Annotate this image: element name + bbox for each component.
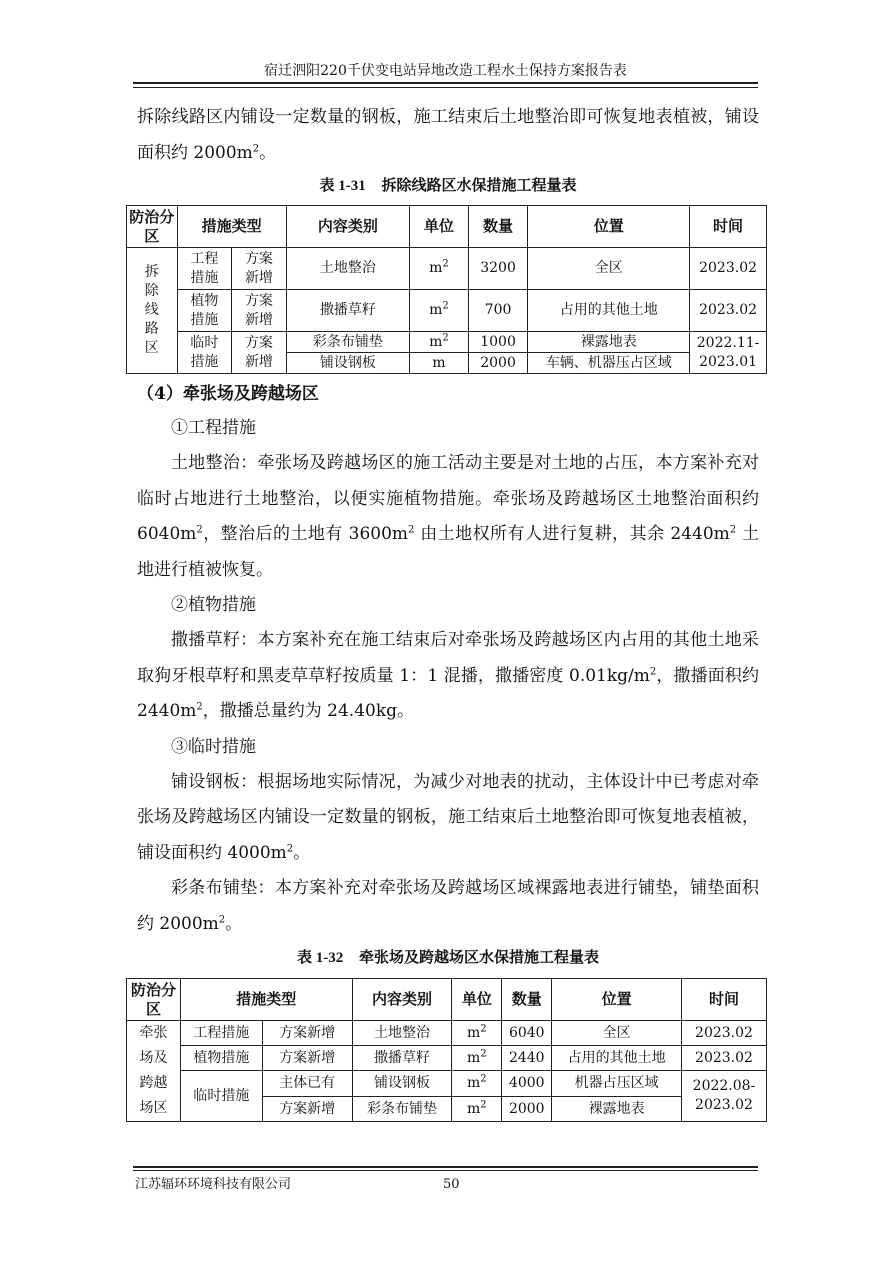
paragraph-land-rehab: 土地整治：牵张场及跨越场区的施工活动主要是对土地的占压，本方案补充对临时占地进行土地整治，以便实施植物措施。牵张场及跨越场区土地整治面积约 $6040m^2$，整治后的土地有 $3600m^2$ 由土地权所有人进行复耕，其余 $2440m^2$ 土地进行植被恢复。	[137, 453, 759, 580]
subheading-plant: ②植物措施	[171, 595, 256, 615]
table-1-32	[126, 978, 767, 1122]
table-row: 临时措施 主体已有 铺设钢板 $m^2$ 4000 机器占压区域 2022.08-2023.02	[127, 1071, 767, 1097]
zone-cell: 拆除线路区	[127, 248, 178, 374]
header-zone: 防治分区	[127, 979, 181, 1021]
paragraph-seeding: 撒播草籽：本方案补充在施工结束后对牵张场及跨越场区内占用的其他土地采取狗牙根草籽和黑麦草草籽按质量 1：1 混播，撒播密度 $0.01kg/m^2$，撒播面积约 $2440m^2$，撒播总量约为 24.40kg。	[137, 630, 760, 721]
page-number: 50	[443, 1177, 460, 1192]
header-time: 时间	[690, 206, 767, 248]
header-unit: 单位	[410, 206, 469, 248]
page-footer	[133, 1166, 758, 1192]
section-4-heading: （4）牵张场及跨越场区	[137, 384, 319, 404]
header-unit: 单位	[452, 979, 502, 1021]
header-location: 位置	[552, 979, 682, 1021]
header-content: 内容类别	[352, 979, 452, 1021]
header-type: 措施类型	[177, 206, 286, 248]
paragraph-tarp: 彩条布铺垫：本方案补充对牵张场及跨越场区域裸露地表进行铺垫，铺垫面积约 $2000m^2$。	[137, 878, 759, 934]
table-row: 植物措施 方案新增 撒播草籽 $m^2$ 2440 占用的其他土地 2023.02	[127, 1046, 767, 1071]
subheading-engineering: ①工程措施	[171, 418, 256, 438]
header-zone: 防治分区	[127, 206, 178, 248]
page-header	[133, 62, 758, 84]
table-1-32-caption: 表 1-32 牵张场及跨越场区水保措施工程量表	[297, 948, 599, 966]
table-row: 临时措施 方案新增 彩条布铺垫 $m^2$ 1000 裸露地表 2022.11-2023.01	[127, 332, 767, 353]
header-type: 措施类型	[180, 979, 352, 1021]
table-header-row	[127, 979, 767, 1021]
table-row: 植物措施 方案新增 撒播草籽 $m^2$ 700 占用的其他土地 2023.02	[127, 290, 767, 332]
table-row: 铺设钢板 m 2000 车辆、机器压占区域	[127, 353, 767, 374]
page-content	[129, 100, 760, 1122]
paragraph-steel-plate: 铺设钢板：根据场地实际情况，为减少对地表的扰动，主体设计中已考虑对牵张场及跨越场区内铺设一定数量的钢板，施工结束后土地整治即可恢复地表植被，铺设面积约 $4000m^2$。	[137, 771, 759, 863]
header-location: 位置	[528, 206, 690, 248]
header-time: 时间	[681, 979, 766, 1021]
table-row: 方案新增 彩条布铺垫 $m^2$ 2000 裸露地表	[127, 1097, 767, 1122]
header-qty: 数量	[502, 979, 552, 1021]
table-row: 拆除线路区 工程措施 方案新增 土地整治 $m^2$ 3200 全区 2023.02	[127, 248, 767, 290]
table-1-31-caption: 表 1-31 拆除线路区水保措施工程量表	[319, 176, 577, 194]
subheading-temporary: ③临时措施	[171, 736, 256, 757]
header-qty: 数量	[468, 206, 528, 248]
table-1-31	[126, 205, 767, 374]
header-content: 内容类别	[286, 206, 409, 248]
document-title: 宿迁泗阳220千伏变电站异地改造工程水土保持方案报告表	[264, 63, 627, 79]
table-header-row	[127, 206, 767, 248]
footer-company: 江苏辐环环境科技有限公司	[135, 1177, 292, 1192]
zone-cell: 牵张场及跨越场区	[127, 1021, 181, 1122]
table-row: 牵张场及跨越场区 工程措施 方案新增 土地整治 $m^2$ 6040 全区 2023.02	[127, 1021, 767, 1046]
intro-paragraph: 拆除线路区内铺设一定数量的钢板，施工结束后土地整治即可恢复地表植被，铺设面积约 $2000m^2$。	[137, 107, 759, 163]
